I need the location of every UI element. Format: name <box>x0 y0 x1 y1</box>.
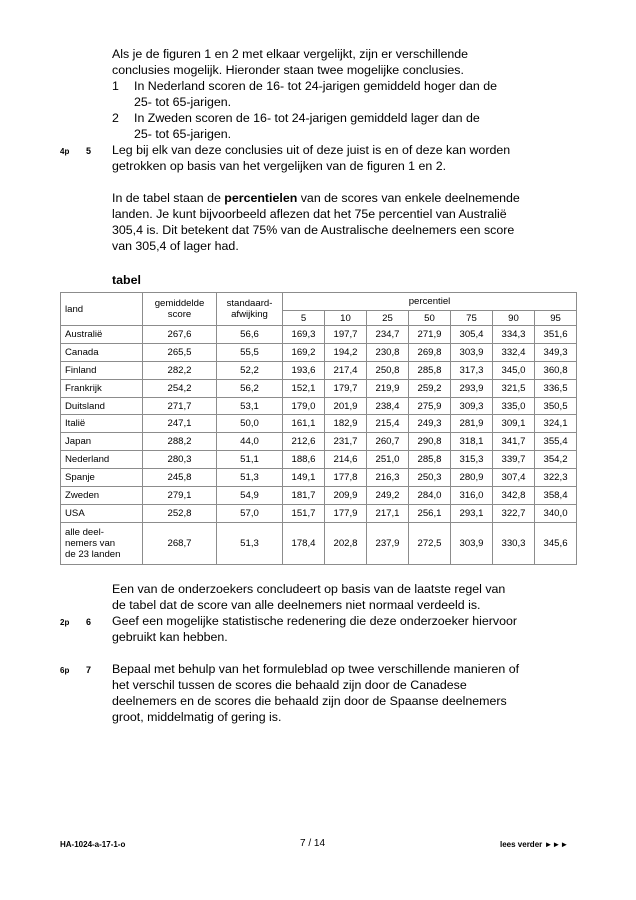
row-p90: 339,7 <box>493 451 535 469</box>
row-total-land <box>61 522 143 564</box>
table-title: tabel <box>112 273 141 287</box>
q7-points: 6p <box>60 666 70 675</box>
q6-line-2: gebruikt kan hebben. <box>112 630 228 644</box>
row-p75: 318,1 <box>451 433 493 451</box>
percentile-table <box>60 292 577 565</box>
header-sd-line-1: standaard- <box>226 298 273 309</box>
row-p25: 251,0 <box>367 451 409 469</box>
q7-number: 7 <box>86 665 92 675</box>
header-mean-line-2: score <box>167 309 192 320</box>
row-p95: 355,4 <box>535 433 577 451</box>
row-mean: 254,2 <box>143 379 217 397</box>
row-p90: 341,7 <box>493 433 535 451</box>
row-p25: 234,7 <box>367 326 409 344</box>
row-p5: 151,7 <box>283 504 325 522</box>
table-row <box>61 343 577 361</box>
table-row <box>61 379 577 397</box>
row-p50: 250,3 <box>409 469 451 487</box>
row-p95: 322,3 <box>535 469 577 487</box>
row-p90: 345,0 <box>493 361 535 379</box>
row-p5: 152,1 <box>283 379 325 397</box>
row-p50: 275,9 <box>409 397 451 415</box>
row-p10: 197,7 <box>325 326 367 344</box>
row-land: Spanje <box>61 469 143 487</box>
table-intro-line-3: 305,4 is. Dit betekent dat 75% van de Australische deelnemers een score <box>112 223 515 237</box>
row-p10: 177,9 <box>325 504 367 522</box>
row-p5: 181,7 <box>283 487 325 505</box>
row-p75: 280,9 <box>451 469 493 487</box>
row-p75: 309,3 <box>451 397 493 415</box>
q5-line-1: Leg bij elk van deze conclusies uit of deze juist is en of deze kan worden <box>112 143 511 157</box>
row-sd: 51,3 <box>217 469 283 487</box>
table-intro-line-2: landen. Je kunt bijvoorbeeld aflezen dat het 75e percentiel van Australië <box>112 207 507 221</box>
conclusion-2-line-2: 25- tot 65-jarigen. <box>134 127 232 141</box>
q7-line-3: deelnemers en de scores die behaald zijn door de Spaanse deelnemers <box>112 694 507 708</box>
row-p75: 305,4 <box>451 326 493 344</box>
row-p5: 179,0 <box>283 397 325 415</box>
q7-line-2: het verschil tussen de scores die behaald zijn door de Canadese <box>112 678 467 692</box>
row-p5: 149,1 <box>283 469 325 487</box>
header-p90: 90 <box>493 311 535 326</box>
row-p25: 216,3 <box>367 469 409 487</box>
table-intro-line-1 <box>112 190 520 206</box>
row-p90: 342,8 <box>493 487 535 505</box>
table-row <box>61 504 577 522</box>
row-p50: 285,8 <box>409 451 451 469</box>
row-p50: 249,3 <box>409 415 451 433</box>
row-land: USA <box>61 504 143 522</box>
total-land-line-3: de 23 landen <box>65 548 121 560</box>
total-land-line-1: alle deel- <box>65 526 104 538</box>
row-mean: 265,5 <box>143 343 217 361</box>
header-p75: 75 <box>451 311 493 326</box>
row-p25: 238,4 <box>367 397 409 415</box>
table-intro-pre: In de tabel staan de <box>112 191 225 205</box>
row-mean: 245,8 <box>143 469 217 487</box>
header-percentiel: percentiel <box>283 293 577 311</box>
row-land: Duitsland <box>61 397 143 415</box>
row-sd: 52,2 <box>217 361 283 379</box>
q5-points: 4p <box>60 147 70 156</box>
after-table-line-2: de tabel dat de score van alle deelnemers niet normaal verdeeld is. <box>112 598 481 612</box>
row-p75: 303,9 <box>451 343 493 361</box>
row-mean: 288,2 <box>143 433 217 451</box>
row-land: Japan <box>61 433 143 451</box>
row-p90: 322,7 <box>493 504 535 522</box>
row-total-p25: 237,9 <box>367 522 409 564</box>
table-row-total <box>61 522 577 564</box>
row-p95: 358,4 <box>535 487 577 505</box>
row-land: Italië <box>61 415 143 433</box>
row-land: Zweden <box>61 487 143 505</box>
row-total-mean: 268,7 <box>143 522 217 564</box>
row-p50: 259,2 <box>409 379 451 397</box>
header-p95: 95 <box>535 311 577 326</box>
table-intro-bold: percentielen <box>224 191 298 205</box>
table-row <box>61 415 577 433</box>
row-sd: 54,9 <box>217 487 283 505</box>
row-total-p75: 303,9 <box>451 522 493 564</box>
row-p95: 360,8 <box>535 361 577 379</box>
row-land: Frankrijk <box>61 379 143 397</box>
row-p75: 281,9 <box>451 415 493 433</box>
intro-line-2: conclusies mogelijk. Hieronder staan twee mogelijke conclusies. <box>112 63 464 77</box>
q5-line-2: getrokken op basis van het vergelijken van de figuren 1 en 2. <box>112 159 447 173</box>
row-p95: 350,5 <box>535 397 577 415</box>
row-p25: 230,8 <box>367 343 409 361</box>
row-p10: 179,7 <box>325 379 367 397</box>
row-p95: 351,6 <box>535 326 577 344</box>
conclusion-1-line-1: In Nederland scoren de 16- tot 24-jarigen gemiddeld hoger dan de <box>134 79 498 93</box>
row-sd: 44,0 <box>217 433 283 451</box>
row-land: Canada <box>61 343 143 361</box>
row-sd: 55,5 <box>217 343 283 361</box>
row-p50: 290,8 <box>409 433 451 451</box>
row-mean: 247,1 <box>143 415 217 433</box>
row-p5: 188,6 <box>283 451 325 469</box>
table-row <box>61 487 577 505</box>
total-land-line-2: nemers van <box>65 537 116 549</box>
row-p10: 209,9 <box>325 487 367 505</box>
row-p95: 336,5 <box>535 379 577 397</box>
header-mean <box>143 293 217 326</box>
table-row <box>61 361 577 379</box>
row-sd: 51,1 <box>217 451 283 469</box>
q7-line-4: groot, middelmatig of gering is. <box>112 710 282 724</box>
q6-line-1: Geef een mogelijke statistische redenering die deze onderzoeker hiervoor <box>112 614 517 628</box>
row-p90: 332,4 <box>493 343 535 361</box>
row-total-p95: 345,6 <box>535 522 577 564</box>
row-sd: 53,1 <box>217 397 283 415</box>
conclusion-1-number: 1 <box>112 79 119 93</box>
row-mean: 282,2 <box>143 361 217 379</box>
row-total-sd: 51,3 <box>217 522 283 564</box>
row-land: Finland <box>61 361 143 379</box>
row-land: Australië <box>61 326 143 344</box>
row-p5: 161,1 <box>283 415 325 433</box>
row-p75: 293,9 <box>451 379 493 397</box>
table-header-row <box>61 293 577 311</box>
row-sd: 50,0 <box>217 415 283 433</box>
row-p10: 194,2 <box>325 343 367 361</box>
footer-next: lees verder ►►► <box>500 840 569 849</box>
row-mean: 252,8 <box>143 504 217 522</box>
table-row <box>61 326 577 344</box>
row-p90: 307,4 <box>493 469 535 487</box>
q7-line-1: Bepaal met behulp van het formuleblad op twee verschillende manieren of <box>112 662 520 676</box>
row-p25: 219,9 <box>367 379 409 397</box>
after-table-line-1: Een van de onderzoekers concludeert op basis van de laatste regel van <box>112 582 506 596</box>
row-sd: 56,2 <box>217 379 283 397</box>
row-p10: 177,8 <box>325 469 367 487</box>
row-total-p10: 202,8 <box>325 522 367 564</box>
row-p95: 354,2 <box>535 451 577 469</box>
row-p75: 316,0 <box>451 487 493 505</box>
table-row <box>61 397 577 415</box>
row-p25: 217,1 <box>367 504 409 522</box>
row-p95: 324,1 <box>535 415 577 433</box>
row-p25: 260,7 <box>367 433 409 451</box>
table-row <box>61 469 577 487</box>
row-mean: 279,1 <box>143 487 217 505</box>
header-mean-line-1: gemiddelde <box>154 298 205 309</box>
row-mean: 280,3 <box>143 451 217 469</box>
row-p95: 349,3 <box>535 343 577 361</box>
row-p90: 321,5 <box>493 379 535 397</box>
row-sd: 56,6 <box>217 326 283 344</box>
row-sd: 57,0 <box>217 504 283 522</box>
row-p75: 315,3 <box>451 451 493 469</box>
row-p10: 214,6 <box>325 451 367 469</box>
header-sd-line-2: afwijking <box>231 309 268 320</box>
row-total-p50: 272,5 <box>409 522 451 564</box>
q6-number: 6 <box>86 617 92 627</box>
row-p10: 201,9 <box>325 397 367 415</box>
row-p50: 269,8 <box>409 343 451 361</box>
intro-line-1: Als je de figuren 1 en 2 met elkaar vergelijkt, zijn er verschillende <box>112 47 469 61</box>
row-p25: 249,2 <box>367 487 409 505</box>
conclusion-2-number: 2 <box>112 111 119 125</box>
row-p50: 284,0 <box>409 487 451 505</box>
row-p25: 215,4 <box>367 415 409 433</box>
conclusion-1-line-2: 25- tot 65-jarigen. <box>134 95 232 109</box>
row-p75: 317,3 <box>451 361 493 379</box>
row-p90: 309,1 <box>493 415 535 433</box>
table-intro-post: van de scores van enkele deelnemende <box>297 191 520 205</box>
header-p10: 10 <box>325 311 367 326</box>
row-p5: 212,6 <box>283 433 325 451</box>
row-land: Nederland <box>61 451 143 469</box>
row-p95: 340,0 <box>535 504 577 522</box>
row-p50: 285,8 <box>409 361 451 379</box>
table-intro-line-4: van 305,4 of lager had. <box>112 239 239 253</box>
header-p50: 50 <box>409 311 451 326</box>
row-total-p5: 178,4 <box>283 522 325 564</box>
row-p50: 271,9 <box>409 326 451 344</box>
row-p25: 250,8 <box>367 361 409 379</box>
table-row <box>61 433 577 451</box>
row-p90: 334,3 <box>493 326 535 344</box>
row-p75: 293,1 <box>451 504 493 522</box>
q5-number: 5 <box>86 146 92 156</box>
row-p50: 256,1 <box>409 504 451 522</box>
row-p90: 335,0 <box>493 397 535 415</box>
q6-points: 2p <box>60 618 70 627</box>
header-sd <box>217 293 283 326</box>
row-total-p90: 330,3 <box>493 522 535 564</box>
row-p5: 169,2 <box>283 343 325 361</box>
row-p10: 182,9 <box>325 415 367 433</box>
header-land: land <box>61 293 143 326</box>
row-p5: 193,6 <box>283 361 325 379</box>
table-row <box>61 451 577 469</box>
row-mean: 271,7 <box>143 397 217 415</box>
header-p5: 5 <box>283 311 325 326</box>
row-p5: 169,3 <box>283 326 325 344</box>
footer-code: HA-1024-a-17-1-o <box>60 840 126 849</box>
header-p25: 25 <box>367 311 409 326</box>
row-p10: 231,7 <box>325 433 367 451</box>
row-mean: 267,6 <box>143 326 217 344</box>
footer-page-number: 7 / 14 <box>300 838 326 849</box>
conclusion-2-line-1: In Zweden scoren de 16- tot 24-jarigen gemiddeld lager dan de <box>134 111 480 125</box>
row-p10: 217,4 <box>325 361 367 379</box>
